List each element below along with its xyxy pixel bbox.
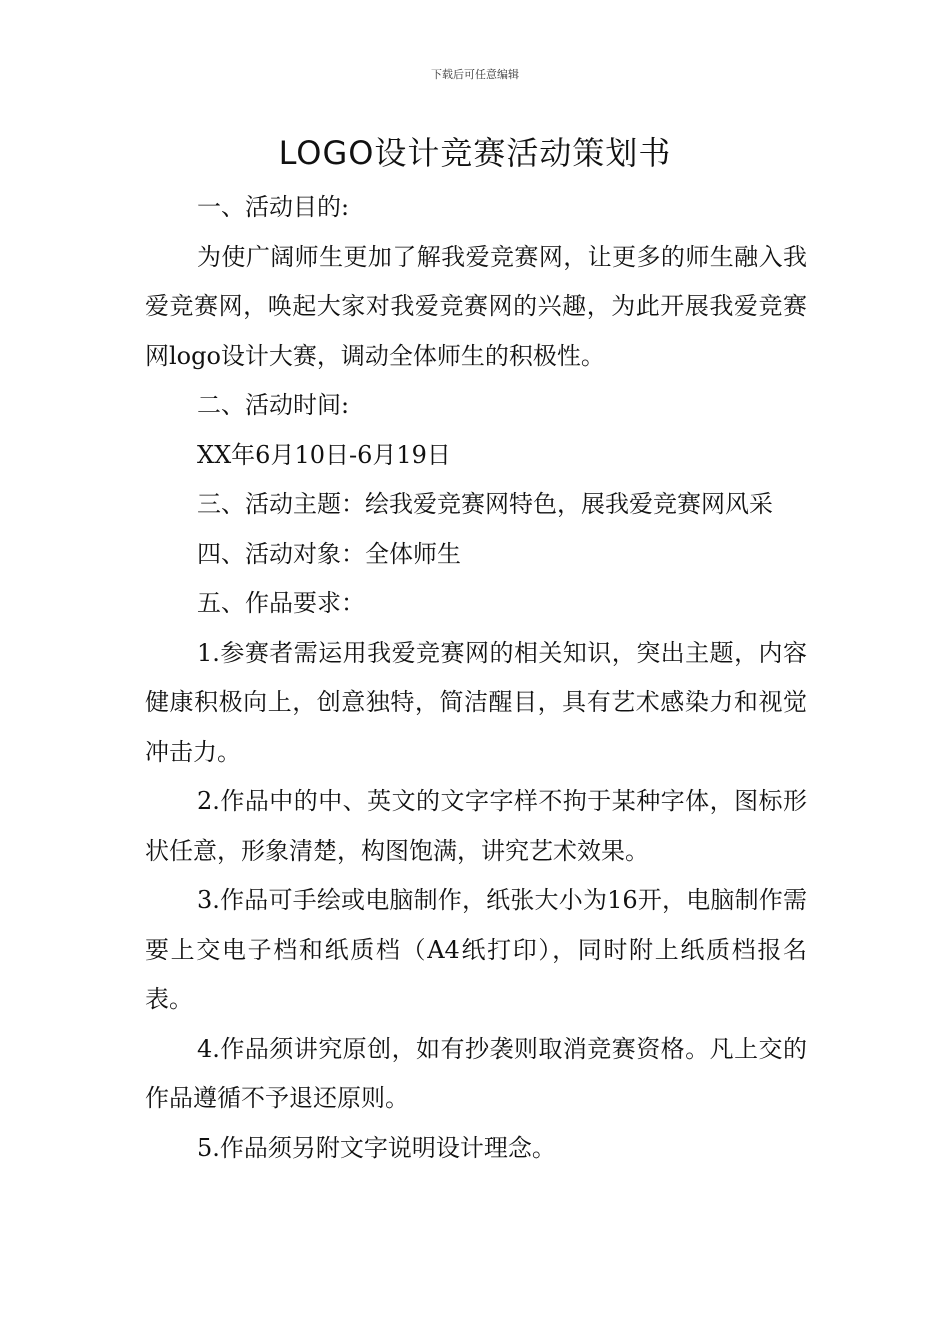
- section-heading-purpose: 一、活动目的:: [197, 193, 350, 221]
- requirement-item-3: 3.作品可手绘或电脑制作，纸张大小为16开，电脑制作需要上交电子档和纸质档（A4纸打印），同时附上纸质档报名表。: [145, 886, 807, 1013]
- paragraph-purpose: 为使广阔师生更加了解我爱竞赛网，让更多的师生融入我爱竞赛网，唤起大家对我爱竞赛网的兴趣，为此开展我爱竞赛网logo设计大赛，调动全体师生的积极性。: [145, 242, 807, 370]
- paragraph-time: XX年6月10日-6月19日: [197, 440, 451, 469]
- section-heading-requirements: 五、作品要求：: [197, 589, 365, 617]
- section-audience: 四、活动对象：全体师生: [197, 539, 461, 568]
- requirement-item-5: 5.作品须另附文字说明设计理念。: [197, 1133, 556, 1162]
- document-body: [145, 183, 807, 1173]
- section-heading-time: 二、活动时间:: [197, 391, 350, 419]
- document-title: LOGO设计竞赛活动策划书: [278, 134, 672, 172]
- header-note: 下载后可任意编辑: [431, 68, 519, 81]
- requirement-item-1: 1.参赛者需运用我爱竞赛网的相关知识，突出主题，内容健康积极向上，创意独特，简洁醒目，具有艺术感染力和视觉冲击力。: [145, 638, 807, 766]
- section-theme: 三、活动主题：绘我爱竞赛网特色，展我爱竞赛网风采: [197, 490, 773, 518]
- requirement-item-4: 4.作品须讲究原创，如有抄袭则取消竞赛资格。凡上交的作品遵循不予退还原则。: [145, 1034, 807, 1112]
- requirement-item-2: 2.作品中的中、英文的文字字样不拘于某种字体，图标形状任意，形象清楚，构图饱满，讲究艺术效果。: [145, 787, 807, 865]
